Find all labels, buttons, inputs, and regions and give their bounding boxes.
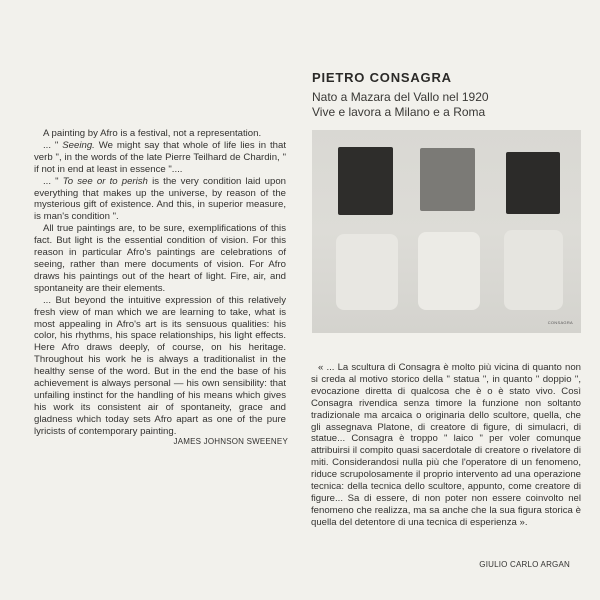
essay-emphasis: Seeing.	[62, 139, 95, 151]
artwork-panel-top-middle	[420, 148, 475, 211]
artist-name: PIETRO CONSAGRA	[312, 70, 452, 85]
essay-text	[34, 128, 286, 438]
essay-run: ... But beyond the intuitive expression of this relatively fresh view of man which we are learning to take, what is most appealing in Afro's art is its sensuous qualities: his color, his rhythms, his space relationships, his light effects. Here Afro draws deeply, of course, on his heritage. Throughout his work he is always a traditionalist in the healthy sense of the word. But in the end the base of his achievement is always personal — his own sensibility: that unfailing instinct for the handling of his means which gives his work its consistent air of spontaneity, grace and gladness which today sets Afro apart as one of the pure lyricists of contemporary painting.	[34, 294, 286, 437]
essay-run: We might say that whole of life lies in that verb ", in the words of the late Pierre Teilhard de Chardin, " if not in end at least in essence "....	[34, 139, 286, 175]
quote-author: GIULIO CARLO ARGAN	[479, 560, 570, 569]
essay-paragraph	[34, 223, 286, 294]
essay-emphasis: To see or to perish	[62, 175, 148, 187]
essay-run: is the very condition laid upon everything that makes up the universe, by reason of the mysterious gift of existence. And this, in superior measure, is man's condition ".	[34, 175, 286, 223]
artist-bio	[312, 90, 582, 119]
artist-birth: Nato a Mazara del Vallo nel 1920	[312, 90, 489, 104]
artwork-signature: CONSAGRA	[547, 320, 573, 325]
artwork-panel-bottom-left	[336, 234, 398, 310]
essay-run: ... "	[43, 139, 63, 151]
essay-author: JAMES JOHNSON SWEENEY	[173, 437, 288, 446]
essay-paragraph	[34, 128, 286, 140]
quote-text: « ... La scultura di Consagra è molto più vicina di quanto non si creda al motivo storico della " statua ", in quanto " doppio ", evocazione diretta di qualcosa che è o è stato vivo. Così Consagra rivendica senza timore la funzione non soltanto tradizionale ma arcaica o originaria dello scultore, quella, che gli assegnava Platone, di creatore di figure, di simulacri, di statue... Consagra è troppo " laico " per voler comunque attribuirsi il compito quasi sacerdotale di creatore o rivelatore di miti. Considerandosi nulla più che l'operatore di un fenomeno, riduce scrupolosamente il proprio intervento ad una operazione tecnica: della tecnica dello scultore, appunto, come creatore di figure... Sa di essere, di non poter non essere coinvolto nel fenomeno che realizza, ma sa anche che la sua figura storica è quella del detentore di una tecnica di esperienza ».	[311, 362, 581, 528]
essay-paragraph	[34, 140, 286, 176]
essay-run: All true paintings are, to be sure, exemplifications of this fact. But light is the essential condition of vision. For this reason in particular Afro's paintings are celebrations of seeing, rather than mere documents of vision. For Afro draws his paintings out of the heart of light. Fire, air, and spontaneity are their elements.	[34, 223, 286, 294]
essay-paragraph	[34, 176, 286, 224]
artist-residence: Vive e lavora a Milano e a Roma	[312, 104, 486, 119]
essay-run: ... "	[43, 175, 63, 187]
artwork-panel-bottom-right	[504, 230, 563, 310]
essay-run: A painting by Afro is a festival, not a representation.	[43, 128, 262, 139]
artwork-panel-top-left	[338, 147, 393, 215]
essay-paragraph	[34, 295, 286, 438]
artwork-panel-bottom-middle	[418, 232, 480, 310]
artwork-panel-top-right	[506, 152, 560, 214]
artwork-image	[312, 130, 581, 333]
critic-quote	[311, 362, 581, 529]
